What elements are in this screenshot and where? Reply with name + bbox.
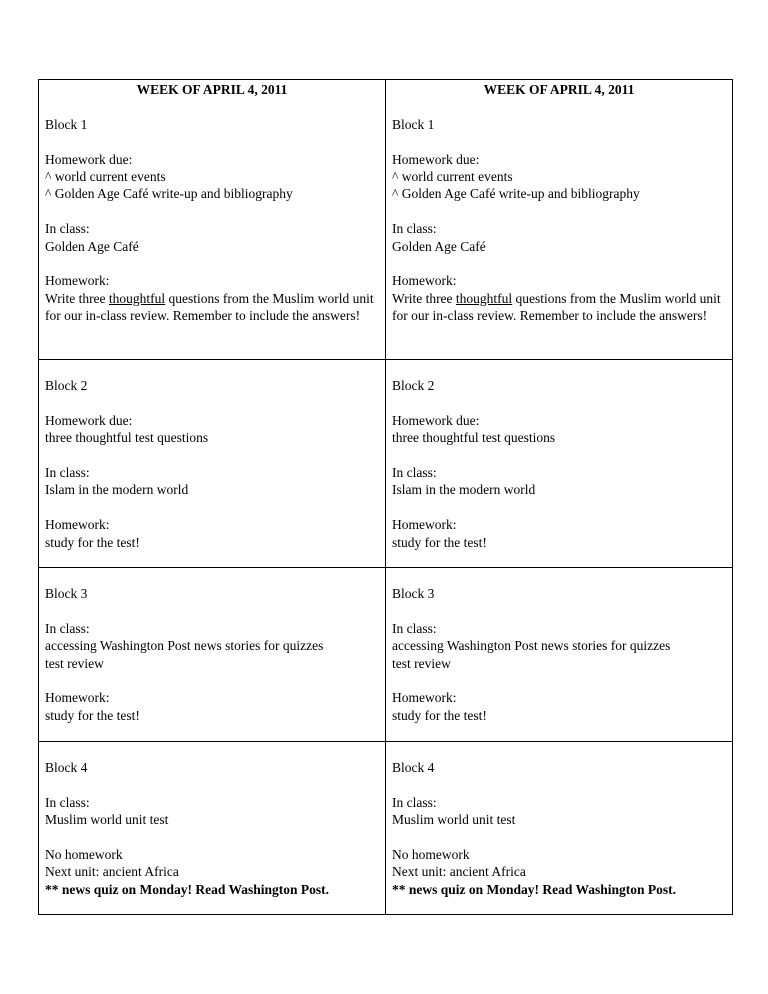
homework-due-item: three thoughtful test questions (45, 430, 209, 446)
homework-label: Homework: (45, 517, 110, 533)
homework-due-label: Homework due: (45, 412, 133, 428)
next-unit-text: Next unit: ancient Africa (45, 864, 179, 880)
homework-item: study for the test! (45, 707, 140, 723)
cell-block-2-left (39, 360, 386, 568)
week-heading: WEEK OF APRIL 4, 2011 (136, 82, 288, 97)
in-class-item: Islam in the modern world (392, 482, 536, 498)
table-row (39, 360, 733, 568)
in-class-section (392, 220, 726, 255)
homework-due-section (45, 151, 379, 203)
homework-label: Homework: (45, 273, 110, 289)
cell-block-4-left (39, 742, 386, 915)
homework-due-item: ^ world current events (45, 169, 166, 184)
homework-text (45, 290, 379, 325)
in-class-label: In class: (45, 465, 90, 480)
homework-due-label: Homework due: (45, 151, 133, 167)
block-title: Block 1 (45, 116, 88, 132)
homework-item: study for the test! (392, 534, 487, 550)
in-class-item: Muslim world unit test (392, 812, 516, 828)
cell-block-4-right (386, 742, 733, 915)
homework-section (45, 516, 379, 551)
homework-label: Homework: (392, 517, 457, 533)
in-class-item: Golden Age Café (392, 238, 486, 254)
in-class-item: Muslim world unit test (45, 812, 169, 828)
table-row (39, 742, 733, 915)
in-class-label: In class: (392, 620, 437, 636)
cell-block-2-right (386, 360, 733, 568)
news-quiz-note: ** news quiz on Monday! Read Washington Post. (392, 881, 677, 897)
homework-due-section (392, 412, 726, 447)
homework-due-label: Homework due: (392, 151, 480, 167)
homework-label: Homework: (392, 690, 457, 706)
in-class-label: In class: (392, 794, 437, 810)
closing-section (392, 846, 726, 898)
homework-section (392, 689, 726, 724)
block-title: Block 2 (392, 378, 435, 393)
in-class-item: Islam in the modern world (45, 482, 189, 498)
homework-section (392, 272, 726, 324)
table-row (39, 568, 733, 742)
in-class-section (45, 220, 379, 255)
in-class-section (392, 794, 726, 829)
homework-item: study for the test! (45, 534, 140, 550)
in-class-item: test review (45, 655, 104, 671)
in-class-label: In class: (392, 221, 437, 237)
in-class-label: In class: (392, 465, 437, 480)
cell-block-1-right (386, 80, 733, 360)
table-row (39, 80, 733, 360)
homework-emphasis: thoughtful (455, 290, 513, 306)
next-unit-text: Next unit: ancient Africa (392, 864, 526, 880)
no-homework-text: No homework (392, 847, 470, 862)
homework-label: Homework: (45, 690, 110, 706)
in-class-section (392, 620, 726, 672)
homework-text-pre: Write three (45, 290, 109, 306)
in-class-item: Golden Age Café (45, 238, 139, 254)
in-class-label: In class: (45, 794, 90, 810)
block-title: Block 4 (45, 760, 88, 775)
in-class-section (45, 620, 379, 672)
news-quiz-note: ** news quiz on Monday! Read Washington Post. (45, 881, 330, 897)
block-title: Block 3 (392, 586, 435, 601)
homework-due-item: ^ Golden Age Café write-up and bibliography (45, 186, 293, 202)
homework-text-post: questions from the Muslim world unit for our in-class review. Remember to include the answers! (392, 290, 721, 324)
in-class-label: In class: (45, 221, 90, 237)
in-class-item: accessing Washington Post news stories for quizzes (45, 638, 324, 654)
homework-due-label: Homework due: (392, 412, 480, 428)
homework-section (45, 689, 379, 724)
homework-label: Homework: (392, 273, 457, 289)
homework-section (392, 516, 726, 551)
homework-due-item: ^ world current events (392, 169, 513, 184)
block-title: Block 4 (392, 760, 435, 775)
homework-section (45, 272, 379, 324)
homework-emphasis: thoughtful (108, 290, 166, 306)
homework-due-item: three thoughtful test questions (392, 430, 556, 446)
in-class-label: In class: (45, 620, 90, 636)
homework-text-post: questions from the Muslim world unit for our in-class review. Remember to include the answers! (45, 290, 374, 324)
homework-due-section (392, 151, 726, 203)
block-title: Block 3 (45, 586, 88, 601)
closing-section (45, 846, 379, 898)
homework-due-section (45, 412, 379, 447)
cell-block-3-left (39, 568, 386, 742)
homework-text-pre: Write three (392, 290, 456, 306)
in-class-section (45, 794, 379, 829)
schedule-table (38, 79, 733, 915)
block-title: Block 1 (392, 116, 435, 132)
homework-text (392, 290, 726, 325)
no-homework-text: No homework (45, 847, 123, 862)
homework-due-item: ^ Golden Age Café write-up and bibliography (392, 186, 640, 202)
in-class-section (45, 464, 379, 499)
homework-item: study for the test! (392, 707, 487, 723)
in-class-section (392, 464, 726, 499)
block-title: Block 2 (45, 378, 88, 393)
cell-block-1-left (39, 80, 386, 360)
cell-block-3-right (386, 568, 733, 742)
schedule-sheet (38, 79, 732, 915)
week-heading: WEEK OF APRIL 4, 2011 (483, 82, 635, 97)
in-class-item: accessing Washington Post news stories for quizzes (392, 638, 671, 654)
in-class-item: test review (392, 655, 451, 671)
